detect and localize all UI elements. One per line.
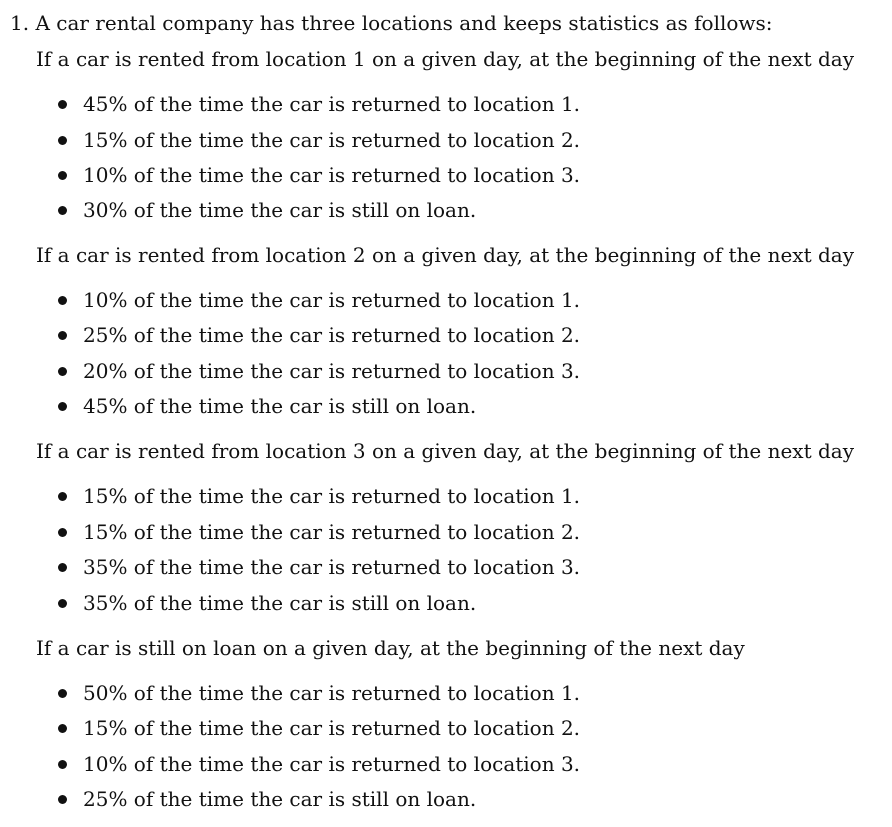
bullet-icon xyxy=(58,206,67,215)
bullet-icon xyxy=(58,331,67,340)
bullet-icon xyxy=(58,528,67,537)
section-intro: If a car is rented from location 3 on a given day, at the beginning of the next day xyxy=(36,439,855,463)
list-item-text: 25% of the time the car is still on loan. xyxy=(83,787,477,811)
list-item-text: 25% of the time the car is returned to location 2. xyxy=(83,323,581,347)
bullet-icon xyxy=(58,599,67,608)
problem-statement: A car rental company has three locations and keeps statistics as follows: xyxy=(35,11,773,35)
bullet-icon xyxy=(58,724,67,733)
list-item-text: 20% of the time the car is returned to location 3. xyxy=(83,359,581,383)
section-intro: If a car is still on loan on a given day, at the beginning of the next day xyxy=(36,636,745,660)
list-item-text: 15% of the time the car is returned to location 2. xyxy=(83,520,581,544)
list-item-text: 35% of the time the car is still on loan. xyxy=(83,591,477,615)
bullet-icon xyxy=(58,100,67,109)
list-item-text: 30% of the time the car is still on loan. xyxy=(83,198,477,222)
list-item-text: 10% of the time the car is returned to location 3. xyxy=(83,163,581,187)
list-item-text: 35% of the time the car is returned to location 3. xyxy=(83,555,581,579)
bullet-icon xyxy=(58,795,67,804)
list-item-text: 10% of the time the car is returned to location 1. xyxy=(83,288,581,312)
bullet-icon xyxy=(58,171,67,180)
section-intro: If a car is rented from location 2 on a given day, at the beginning of the next day xyxy=(36,243,855,267)
bullet-icon xyxy=(58,136,67,145)
list-item-text: 50% of the time the car is returned to location 1. xyxy=(83,681,581,705)
list-item-text: 15% of the time the car is returned to location 2. xyxy=(83,716,581,740)
list-item-text: 15% of the time the car is returned to location 2. xyxy=(83,128,581,152)
list-item-text: 10% of the time the car is returned to location 3. xyxy=(83,752,581,776)
problem-number: 1. xyxy=(10,11,30,35)
bullet-icon xyxy=(58,367,67,376)
bullet-icon xyxy=(58,296,67,305)
bullet-icon xyxy=(58,760,67,769)
bullet-icon xyxy=(58,563,67,572)
bullet-icon xyxy=(58,492,67,501)
bullet-icon xyxy=(58,402,67,411)
list-item-text: 45% of the time the car is returned to location 1. xyxy=(83,92,581,116)
section-intro: If a car is rented from location 1 on a given day, at the beginning of the next day xyxy=(36,47,855,71)
list-item-text: 45% of the time the car is still on loan. xyxy=(83,394,477,418)
bullet-icon xyxy=(58,689,67,698)
list-item-text: 15% of the time the car is returned to location 1. xyxy=(83,484,581,508)
problem-statement-line xyxy=(10,11,773,35)
